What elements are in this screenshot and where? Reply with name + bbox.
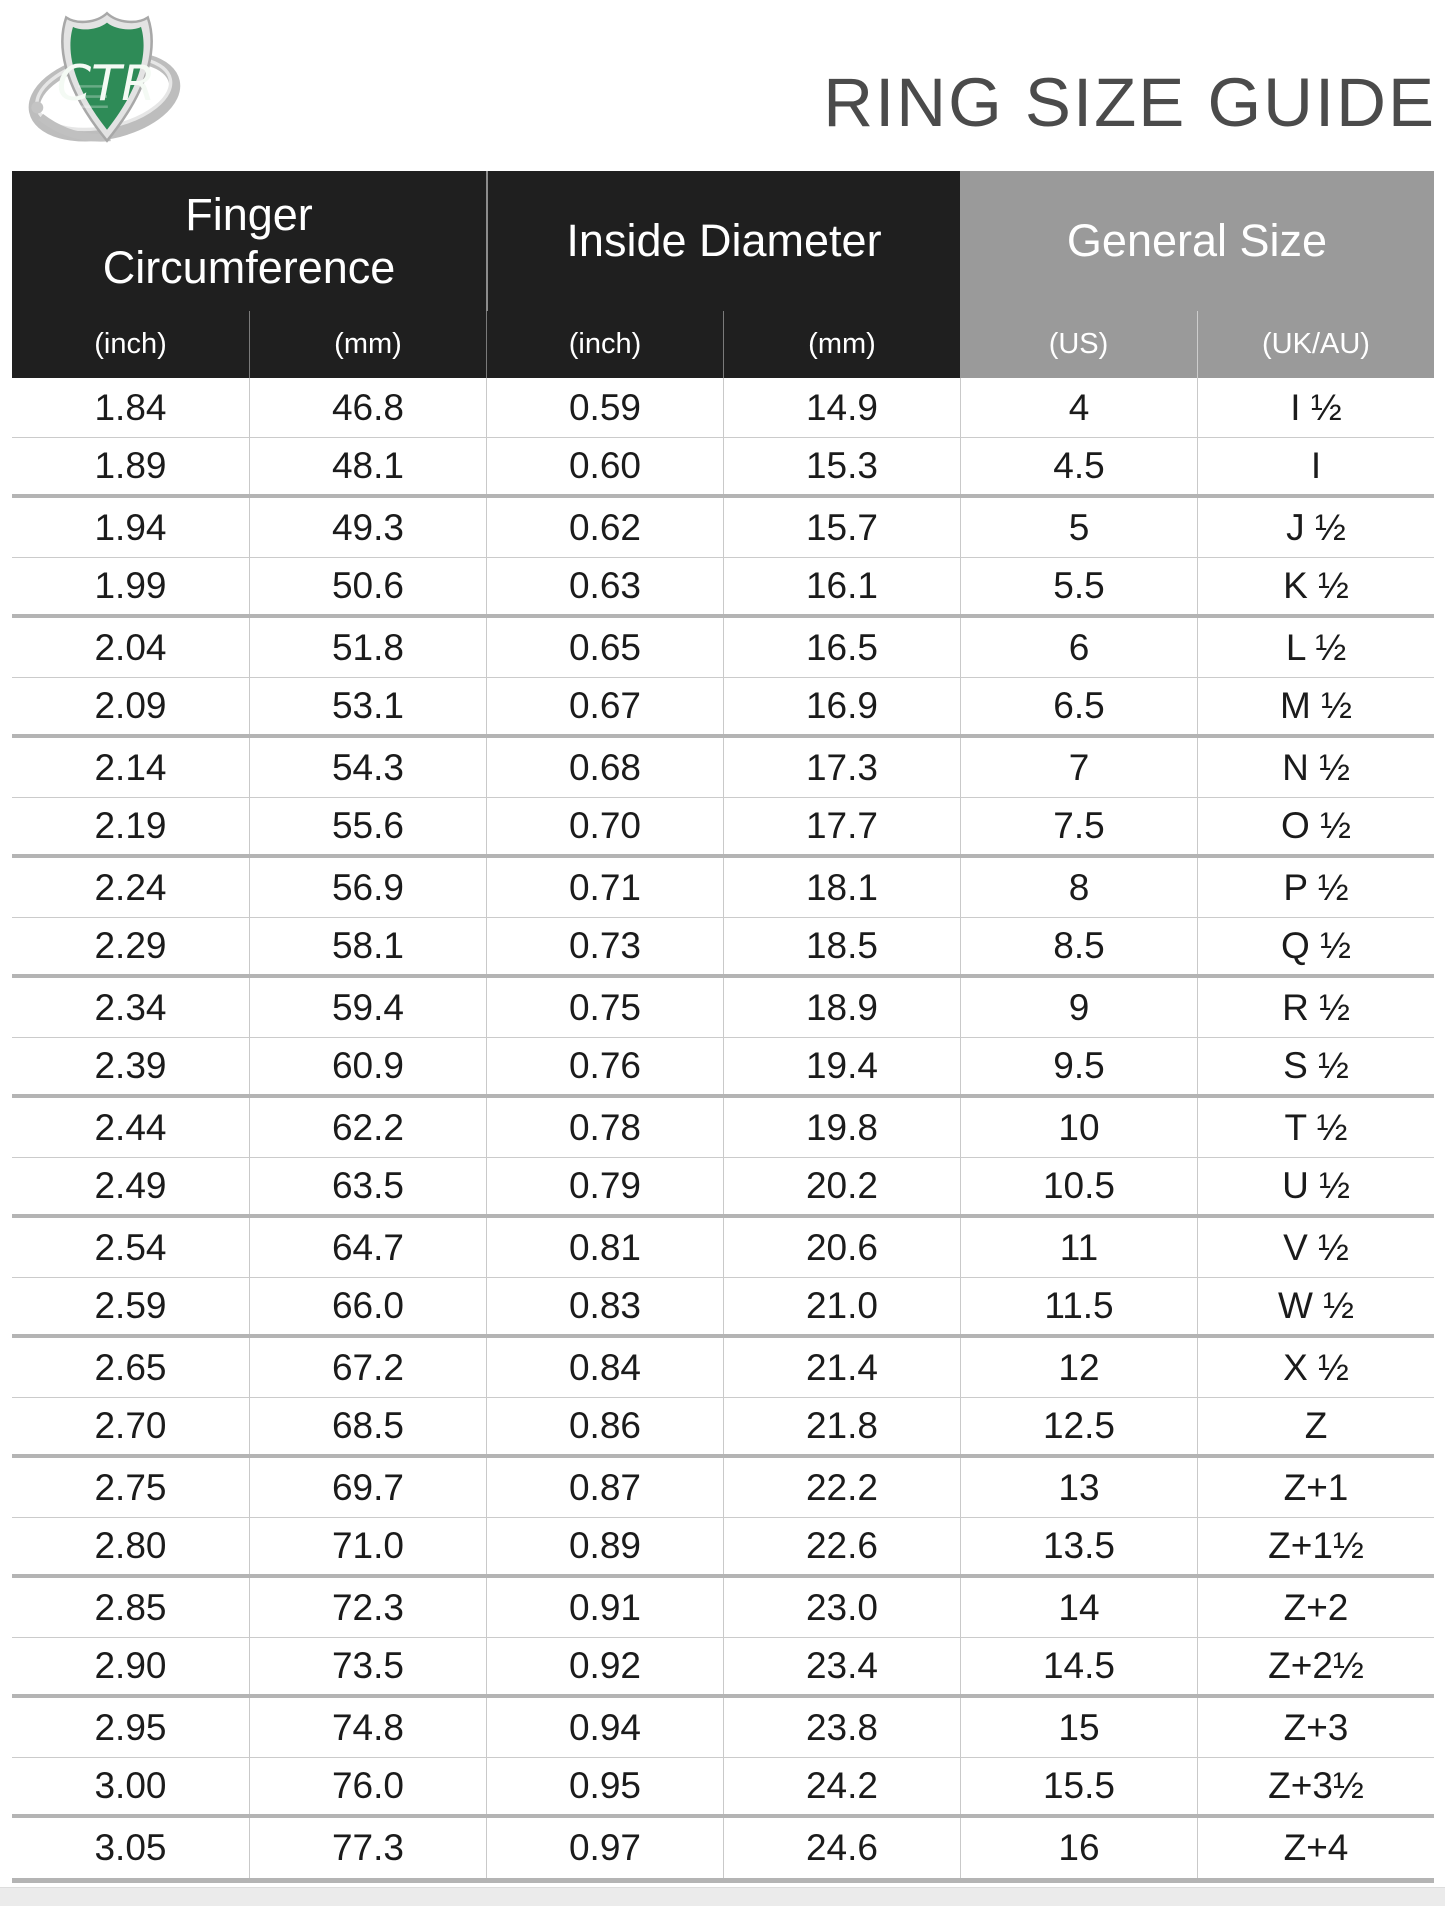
table-row xyxy=(12,1158,1434,1218)
cell-uk-au-size: O ½ xyxy=(1197,798,1434,854)
cell-inside-diameter-inch: 0.79 xyxy=(486,1158,723,1214)
cell-inside-diameter-inch: 0.95 xyxy=(486,1758,723,1814)
cell-finger-circumference-mm: 48.1 xyxy=(249,438,486,494)
cell-uk-au-size: N ½ xyxy=(1197,738,1434,797)
table-row xyxy=(12,558,1434,618)
cell-uk-au-size: Q ½ xyxy=(1197,918,1434,974)
cell-us-size: 14.5 xyxy=(960,1638,1197,1694)
table-row xyxy=(12,1398,1434,1458)
cell-finger-circumference-inch: 3.05 xyxy=(94,1827,167,1868)
cell-inside-diameter-mm: 19.8 xyxy=(723,1098,960,1157)
subheader-inside-diameter-inch: (inch) xyxy=(486,311,723,378)
cell-uk-au-size: Z+2½ xyxy=(1197,1638,1434,1694)
cell-us-size: 15.5 xyxy=(960,1758,1197,1814)
cell-finger-circumference-inch: 2.49 xyxy=(94,1165,167,1206)
cell-finger-circumference-inch: 1.99 xyxy=(94,565,167,606)
cell-uk-au-size: L ½ xyxy=(1197,618,1434,677)
cell-uk-au-size: X ½ xyxy=(1197,1338,1434,1397)
cell-uk-au-size: Z+4 xyxy=(1197,1818,1434,1878)
cell-inside-diameter-inch: 0.76 xyxy=(486,1038,723,1094)
cell-inside-diameter-inch: 0.65 xyxy=(486,618,723,677)
cell-us-size: 7 xyxy=(960,738,1197,797)
cell-finger-circumference-mm: 49.3 xyxy=(249,498,486,557)
cell-uk-au-size: Z xyxy=(1197,1398,1434,1454)
cell-inside-diameter-mm: 20.2 xyxy=(723,1158,960,1214)
cell-inside-diameter-inch: 0.73 xyxy=(486,918,723,974)
cell-finger-circumference-mm: 54.3 xyxy=(249,738,486,797)
cell-inside-diameter-inch: 0.60 xyxy=(486,438,723,494)
table-row xyxy=(12,1518,1434,1578)
cell-uk-au-size: Z+1 xyxy=(1197,1458,1434,1517)
cell-inside-diameter-inch: 0.63 xyxy=(486,558,723,614)
cell-finger-circumference-mm: 69.7 xyxy=(249,1458,486,1517)
cell-inside-diameter-mm: 15.7 xyxy=(723,498,960,557)
table-row xyxy=(12,678,1434,738)
cell-inside-diameter-inch: 0.91 xyxy=(486,1578,723,1637)
cell-uk-au-size: Z+2 xyxy=(1197,1578,1434,1637)
cell-inside-diameter-inch: 0.89 xyxy=(486,1518,723,1574)
cell-uk-au-size: M ½ xyxy=(1197,678,1434,734)
cell-finger-circumference-mm: 67.2 xyxy=(249,1338,486,1397)
cell-inside-diameter-inch: 0.97 xyxy=(486,1818,723,1878)
cell-inside-diameter-inch: 0.70 xyxy=(486,798,723,854)
column-group-finger-circumference xyxy=(12,171,486,311)
cell-uk-au-size: R ½ xyxy=(1197,978,1434,1037)
cell-us-size: 12 xyxy=(960,1338,1197,1397)
cell-inside-diameter-mm: 24.6 xyxy=(723,1818,960,1878)
cell-finger-circumference-mm: 51.8 xyxy=(249,618,486,677)
table-row xyxy=(12,1458,1434,1518)
cell-uk-au-size: I ½ xyxy=(1197,378,1434,437)
cell-finger-circumference-inch: 2.09 xyxy=(94,685,167,726)
cell-finger-circumference-inch: 2.85 xyxy=(94,1586,167,1628)
table-row xyxy=(12,978,1434,1038)
table-group-header xyxy=(12,171,1434,311)
cell-inside-diameter-inch: 0.81 xyxy=(486,1218,723,1277)
cell-uk-au-size: I xyxy=(1197,438,1434,494)
cell-finger-circumference-mm: 53.1 xyxy=(249,678,486,734)
cell-inside-diameter-inch: 0.92 xyxy=(486,1638,723,1694)
cell-us-size: 9 xyxy=(960,978,1197,1037)
cell-inside-diameter-mm: 18.1 xyxy=(723,858,960,917)
table-row xyxy=(12,618,1434,678)
table-row xyxy=(12,1698,1434,1758)
cell-inside-diameter-inch: 0.59 xyxy=(486,378,723,437)
cell-inside-diameter-mm: 23.0 xyxy=(723,1578,960,1637)
column-group-general-size xyxy=(960,171,1434,311)
cell-finger-circumference-mm: 55.6 xyxy=(249,798,486,854)
table-row xyxy=(12,798,1434,858)
cell-inside-diameter-mm: 19.4 xyxy=(723,1038,960,1094)
cell-inside-diameter-inch: 0.75 xyxy=(486,978,723,1037)
table-row xyxy=(12,1578,1434,1638)
ring-band-end xyxy=(31,102,43,114)
column-group-label: General Size xyxy=(1066,215,1328,267)
cell-us-size: 5 xyxy=(960,498,1197,557)
cell-inside-diameter-mm: 14.9 xyxy=(723,378,960,437)
column-group-inside-diameter xyxy=(486,171,960,311)
cell-us-size: 12.5 xyxy=(960,1398,1197,1454)
cell-inside-diameter-inch: 0.67 xyxy=(486,678,723,734)
table-row xyxy=(12,918,1434,978)
cell-finger-circumference-inch: 2.34 xyxy=(94,986,167,1028)
table-row xyxy=(12,1218,1434,1278)
cell-inside-diameter-inch: 0.87 xyxy=(486,1458,723,1517)
cell-inside-diameter-inch: 0.71 xyxy=(486,858,723,917)
cell-finger-circumference-inch: 2.95 xyxy=(94,1706,167,1748)
cell-uk-au-size: Z+3½ xyxy=(1197,1758,1434,1814)
cell-us-size: 7.5 xyxy=(960,798,1197,854)
cell-inside-diameter-mm: 22.2 xyxy=(723,1458,960,1517)
table-row xyxy=(12,1638,1434,1698)
column-group-label: Inside Diameter xyxy=(566,215,882,267)
cell-uk-au-size: W ½ xyxy=(1197,1278,1434,1334)
cell-inside-diameter-mm: 15.3 xyxy=(723,438,960,494)
cell-finger-circumference-inch: 1.89 xyxy=(94,445,167,486)
cell-uk-au-size: T ½ xyxy=(1197,1098,1434,1157)
cell-inside-diameter-mm: 24.2 xyxy=(723,1758,960,1814)
cell-finger-circumference-inch: 2.75 xyxy=(94,1466,167,1508)
cell-finger-circumference-inch: 2.44 xyxy=(94,1106,167,1148)
cell-finger-circumference-mm: 50.6 xyxy=(249,558,486,614)
cell-finger-circumference-inch: 2.39 xyxy=(94,1045,167,1086)
cell-finger-circumference-inch: 2.24 xyxy=(94,866,167,908)
cell-finger-circumference-mm: 73.5 xyxy=(249,1638,486,1694)
cell-inside-diameter-mm: 21.4 xyxy=(723,1338,960,1397)
cell-finger-circumference-inch: 3.00 xyxy=(94,1765,167,1806)
cell-finger-circumference-inch: 2.04 xyxy=(94,626,167,668)
cell-inside-diameter-mm: 21.8 xyxy=(723,1398,960,1454)
table-row xyxy=(12,1278,1434,1338)
cell-uk-au-size: Z+3 xyxy=(1197,1698,1434,1757)
cell-us-size: 6.5 xyxy=(960,678,1197,734)
cell-finger-circumference-mm: 62.2 xyxy=(249,1098,486,1157)
cell-finger-circumference-inch: 1.84 xyxy=(94,386,167,428)
cell-inside-diameter-mm: 23.4 xyxy=(723,1638,960,1694)
cell-us-size: 10 xyxy=(960,1098,1197,1157)
table-row xyxy=(12,378,1434,438)
ctr-ring-logo xyxy=(22,2,192,152)
cell-finger-circumference-inch: 2.14 xyxy=(94,746,167,788)
cell-finger-circumference-mm: 63.5 xyxy=(249,1158,486,1214)
cell-inside-diameter-mm: 20.6 xyxy=(723,1218,960,1277)
subheader-inside-diameter-mm: (mm) xyxy=(723,311,960,378)
cell-us-size: 10.5 xyxy=(960,1158,1197,1214)
table-row xyxy=(12,1818,1434,1878)
cell-finger-circumference-inch: 2.65 xyxy=(94,1346,167,1388)
cell-us-size: 15 xyxy=(960,1698,1197,1757)
cell-finger-circumference-inch: 2.54 xyxy=(94,1226,167,1268)
cell-finger-circumference-mm: 46.8 xyxy=(249,378,486,437)
cell-finger-circumference-inch: 2.80 xyxy=(94,1525,167,1566)
cell-us-size: 8 xyxy=(960,858,1197,917)
subheader-uk-au-size: (UK/AU) xyxy=(1197,311,1434,378)
page-title: RING SIZE GUIDE xyxy=(823,64,1436,141)
table-body xyxy=(12,378,1434,1878)
cell-finger-circumference-inch: 2.70 xyxy=(94,1405,167,1446)
table-row xyxy=(12,738,1434,798)
cell-uk-au-size: J ½ xyxy=(1197,498,1434,557)
table-row xyxy=(12,498,1434,558)
cell-inside-diameter-mm: 18.5 xyxy=(723,918,960,974)
cell-inside-diameter-mm: 16.9 xyxy=(723,678,960,734)
table-row xyxy=(12,1338,1434,1398)
cell-inside-diameter-inch: 0.68 xyxy=(486,738,723,797)
cell-uk-au-size: Z+1½ xyxy=(1197,1518,1434,1574)
cell-inside-diameter-inch: 0.94 xyxy=(486,1698,723,1757)
cell-uk-au-size: K ½ xyxy=(1197,558,1434,614)
shield-ctr-text: CTR xyxy=(56,53,156,112)
table-row xyxy=(12,1038,1434,1098)
column-group-label: Finger Circumference xyxy=(102,188,396,293)
cell-finger-circumference-inch: 2.19 xyxy=(94,805,167,846)
cell-inside-diameter-mm: 16.1 xyxy=(723,558,960,614)
cell-inside-diameter-mm: 17.7 xyxy=(723,798,960,854)
cell-us-size: 5.5 xyxy=(960,558,1197,614)
cell-uk-au-size: P ½ xyxy=(1197,858,1434,917)
cell-us-size: 6 xyxy=(960,618,1197,677)
cell-finger-circumference-inch: 2.29 xyxy=(94,925,167,966)
cell-us-size: 9.5 xyxy=(960,1038,1197,1094)
cell-finger-circumference-mm: 64.7 xyxy=(249,1218,486,1277)
cell-finger-circumference-inch: 2.59 xyxy=(94,1285,167,1326)
cell-us-size: 4 xyxy=(960,378,1197,437)
table-row xyxy=(12,858,1434,918)
cell-us-size: 14 xyxy=(960,1578,1197,1637)
cell-inside-diameter-mm: 16.5 xyxy=(723,618,960,677)
cell-us-size: 13 xyxy=(960,1458,1197,1517)
cell-us-size: 11 xyxy=(960,1218,1197,1277)
subheader-us-size: (US) xyxy=(960,311,1197,378)
cell-inside-diameter-inch: 0.62 xyxy=(486,498,723,557)
subheader-finger-circumference-mm: (mm) xyxy=(249,311,486,378)
subheader-finger-circumference-inch: (inch) xyxy=(12,311,249,378)
cell-finger-circumference-mm: 74.8 xyxy=(249,1698,486,1757)
table-subheader xyxy=(12,311,1434,378)
cell-finger-circumference-mm: 59.4 xyxy=(249,978,486,1037)
cell-inside-diameter-inch: 0.78 xyxy=(486,1098,723,1157)
table-row xyxy=(12,1098,1434,1158)
cell-inside-diameter-mm: 17.3 xyxy=(723,738,960,797)
table-row xyxy=(12,1758,1434,1818)
cell-inside-diameter-inch: 0.86 xyxy=(486,1398,723,1454)
cell-us-size: 8.5 xyxy=(960,918,1197,974)
cell-finger-circumference-inch: 1.94 xyxy=(94,506,167,548)
cell-inside-diameter-mm: 18.9 xyxy=(723,978,960,1037)
cell-finger-circumference-mm: 56.9 xyxy=(249,858,486,917)
cell-inside-diameter-mm: 22.6 xyxy=(723,1518,960,1574)
cell-finger-circumference-mm: 77.3 xyxy=(249,1818,486,1878)
cell-uk-au-size: U ½ xyxy=(1197,1158,1434,1214)
cell-finger-circumference-mm: 60.9 xyxy=(249,1038,486,1094)
cell-finger-circumference-mm: 71.0 xyxy=(249,1518,486,1574)
cell-us-size: 11.5 xyxy=(960,1278,1197,1334)
cell-finger-circumference-mm: 66.0 xyxy=(249,1278,486,1334)
cell-finger-circumference-mm: 68.5 xyxy=(249,1398,486,1454)
cell-inside-diameter-mm: 23.8 xyxy=(723,1698,960,1757)
cell-finger-circumference-mm: 72.3 xyxy=(249,1578,486,1637)
table-row xyxy=(12,438,1434,498)
cell-finger-circumference-inch: 2.90 xyxy=(94,1645,167,1686)
cell-inside-diameter-inch: 0.83 xyxy=(486,1278,723,1334)
cell-inside-diameter-inch: 0.84 xyxy=(486,1338,723,1397)
cell-us-size: 13.5 xyxy=(960,1518,1197,1574)
cell-us-size: 16 xyxy=(960,1818,1197,1878)
cell-us-size: 4.5 xyxy=(960,438,1197,494)
cell-finger-circumference-mm: 58.1 xyxy=(249,918,486,974)
cell-uk-au-size: S ½ xyxy=(1197,1038,1434,1094)
footer-strip xyxy=(0,1887,1445,1906)
cell-finger-circumference-mm: 76.0 xyxy=(249,1758,486,1814)
ring-size-table xyxy=(12,171,1434,1883)
cell-inside-diameter-mm: 21.0 xyxy=(723,1278,960,1334)
cell-uk-au-size: V ½ xyxy=(1197,1218,1434,1277)
